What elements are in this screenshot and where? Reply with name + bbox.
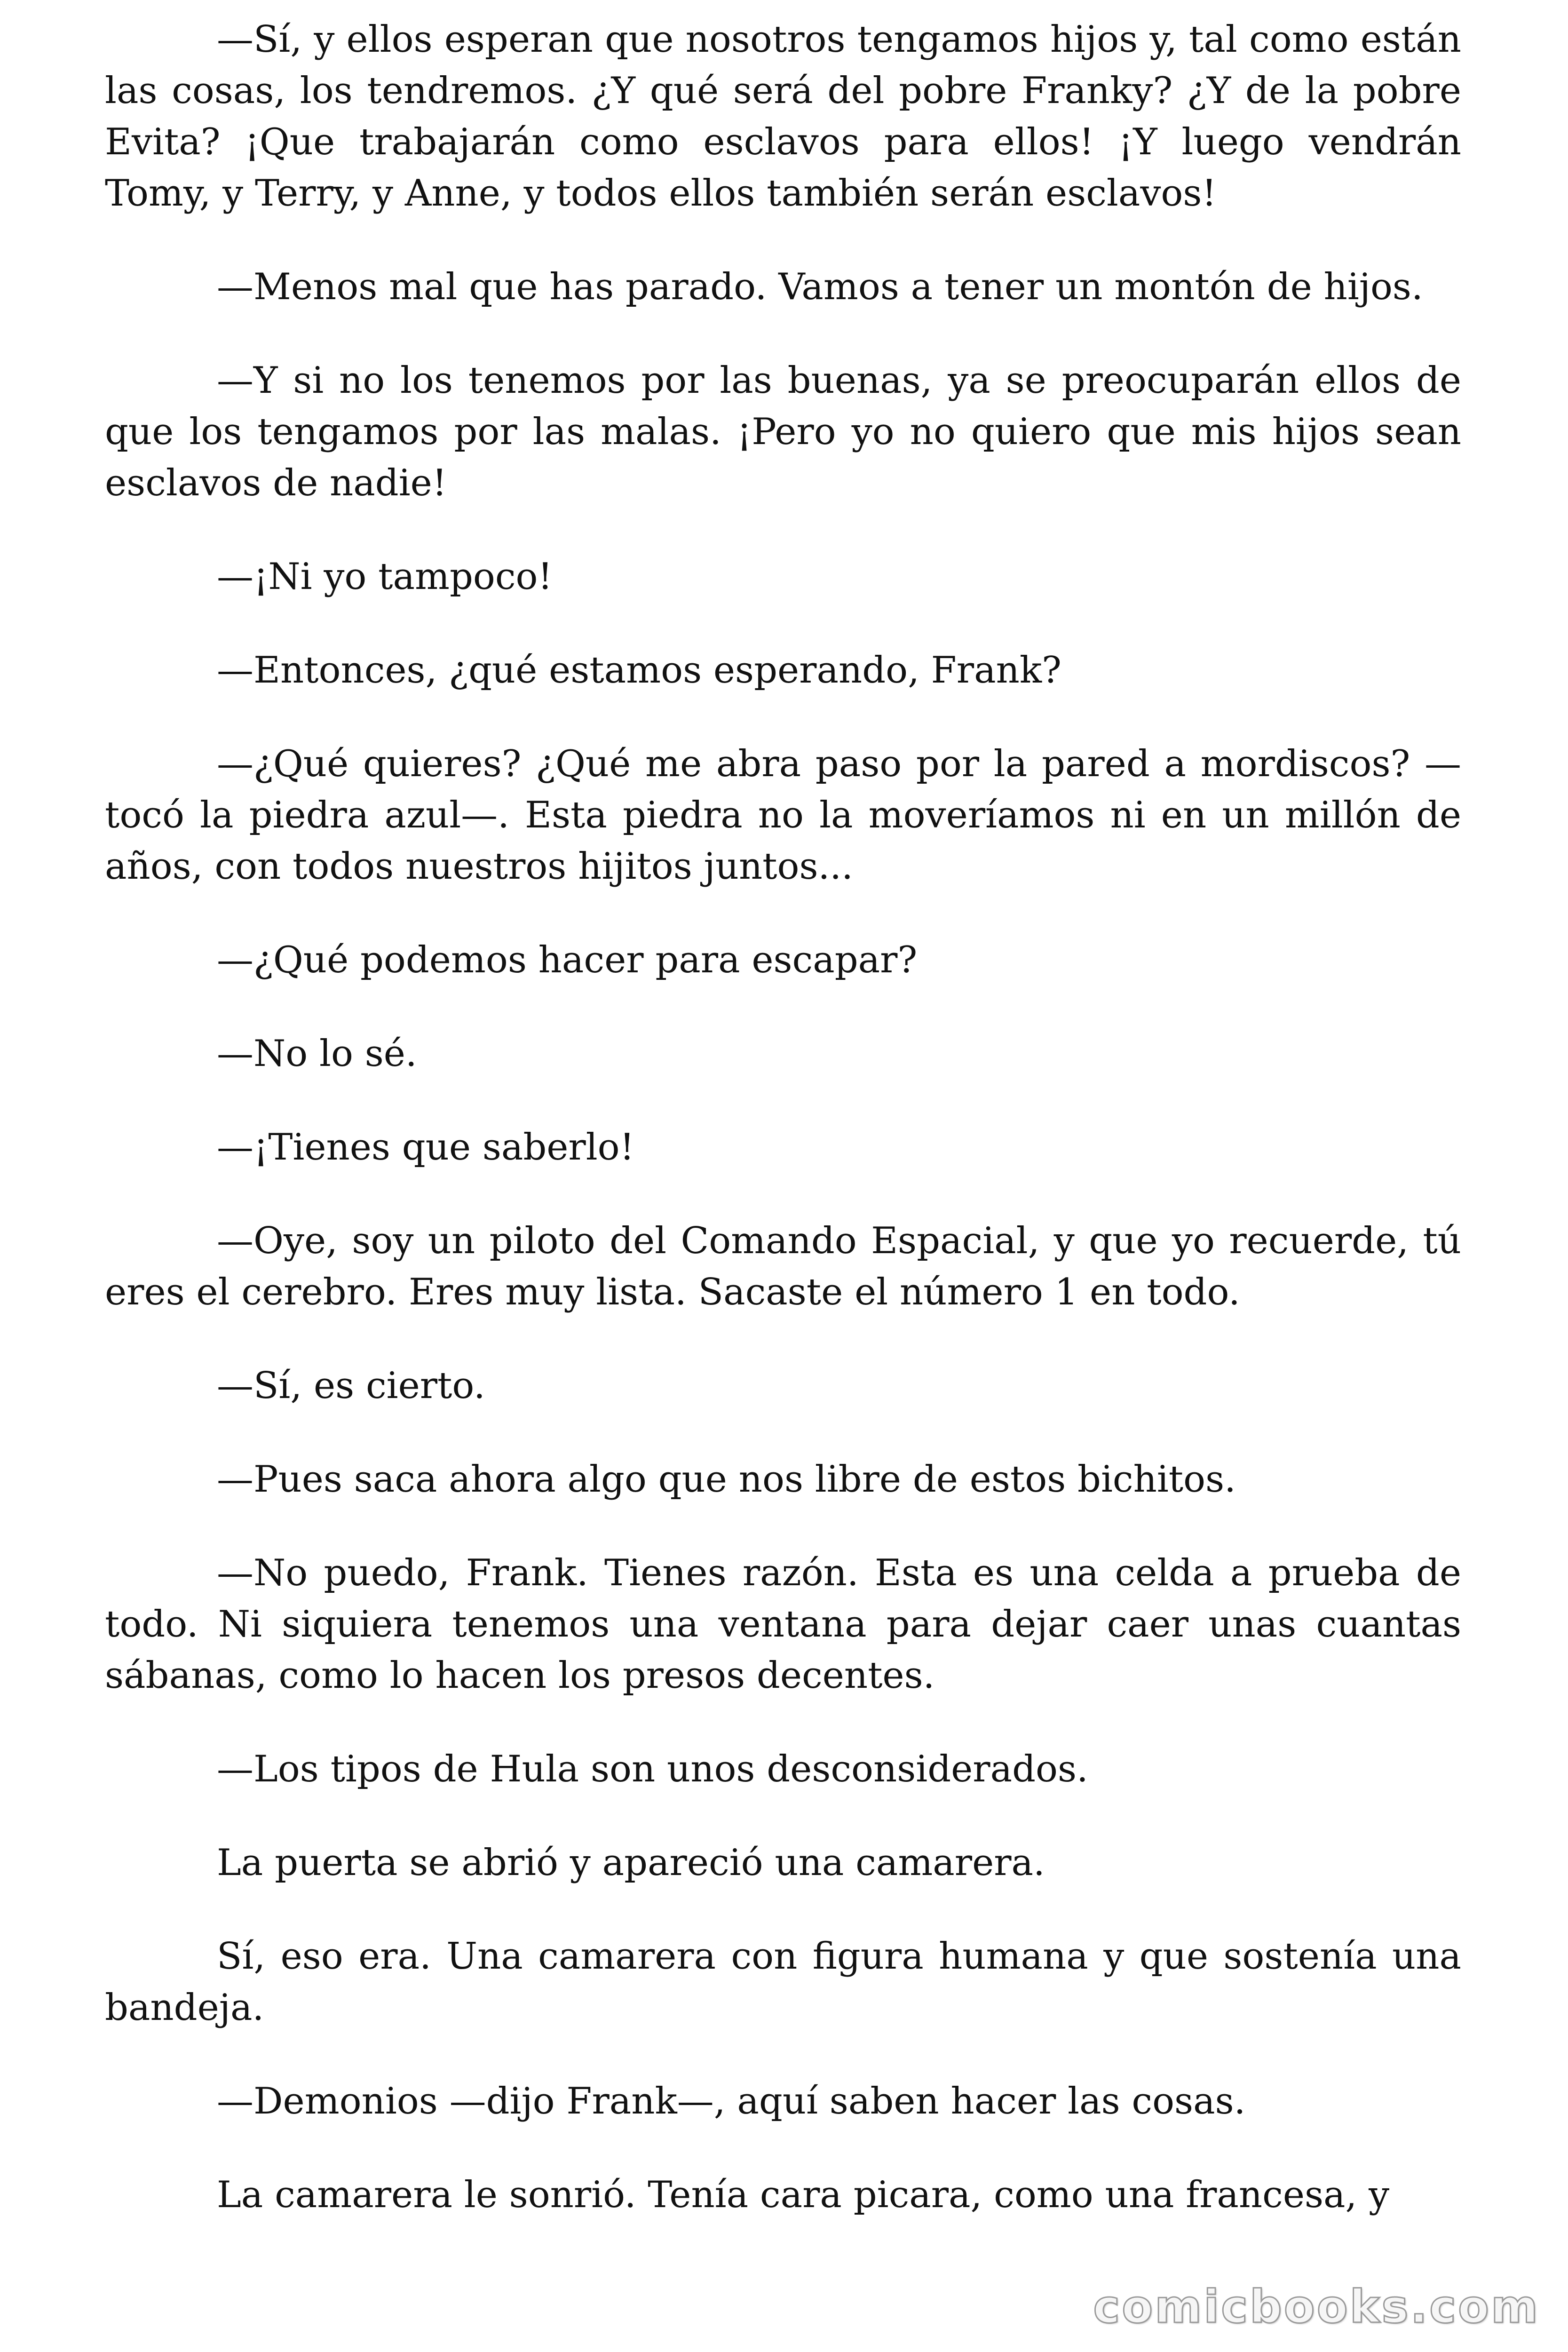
paragraph: —Los tipos de Hula son unos desconsiderados. bbox=[217, 1748, 1088, 1790]
paragraph: La puerta se abrió y apareció una camarera. bbox=[217, 1842, 1045, 1884]
paragraph: —Oye, soy un piloto del Comando Espacial, y que yo recuerde, tú eres el cerebro. Eres muy lista. Sacaste el número 1 en todo. bbox=[105, 1220, 1461, 1313]
paragraph: La camarera le sonrió. Tenía cara picara, como una francesa, y bbox=[217, 2174, 1390, 2216]
paragraph: —Sí, y ellos esperan que nosotros tengamos hijos y, tal como están las cosas, los tendremos. ¿Y qué será del pobre Franky? ¿Y de la pobre Evita? ¡Que trabajarán como esclavos para ellos! ¡Y luego vendrán Tomy, y Terry, y Anne, y todos ellos también serán esclavos! bbox=[105, 18, 1461, 215]
paragraph: —Pues saca ahora algo que nos libre de estos bichitos. bbox=[217, 1458, 1236, 1501]
paragraph: —No lo sé. bbox=[217, 1033, 417, 1075]
paragraph: —¿Qué quieres? ¿Qué me abra paso por la pared a mordiscos? —tocó la piedra azul—. Esta piedra no la moveríamos ni en un millón de años, con todos nuestros hijitos juntos... bbox=[105, 743, 1461, 888]
paragraph: —Menos mal que has parado. Vamos a tener un montón de hijos. bbox=[217, 266, 1423, 308]
paragraph: Sí, eso era. Una camarera con figura humana y que sostenía una bandeja. bbox=[105, 1935, 1461, 2029]
paragraph: —No puedo, Frank. Tienes razón. Esta es una celda a prueba de todo. Ni siquiera tenemos una ventana para dejar caer unas cuantas sábanas, como lo hacen los presos decentes. bbox=[105, 1552, 1461, 1697]
body-text bbox=[105, 14, 1461, 2263]
paragraph: —¡Tienes que saberlo! bbox=[217, 1126, 634, 1168]
watermark: comicbooks.com bbox=[1093, 2280, 1540, 2333]
paragraph: —Entonces, ¿qué estamos esperando, Frank? bbox=[217, 649, 1061, 691]
paragraph: —Demonios —dijo Frank—, aquí saben hacer las cosas. bbox=[217, 2080, 1246, 2122]
paragraph: —¿Qué podemos hacer para escapar? bbox=[217, 939, 918, 981]
paragraph: —¡Ni yo tampoco! bbox=[217, 556, 553, 598]
paragraph: —Y si no los tenemos por las buenas, ya se preocuparán ellos de que los tengamos por las malas. ¡Pero yo no quiero que mis hijos sean esclavos de nadie! bbox=[105, 359, 1461, 504]
paragraph: —Sí, es cierto. bbox=[217, 1365, 485, 1407]
